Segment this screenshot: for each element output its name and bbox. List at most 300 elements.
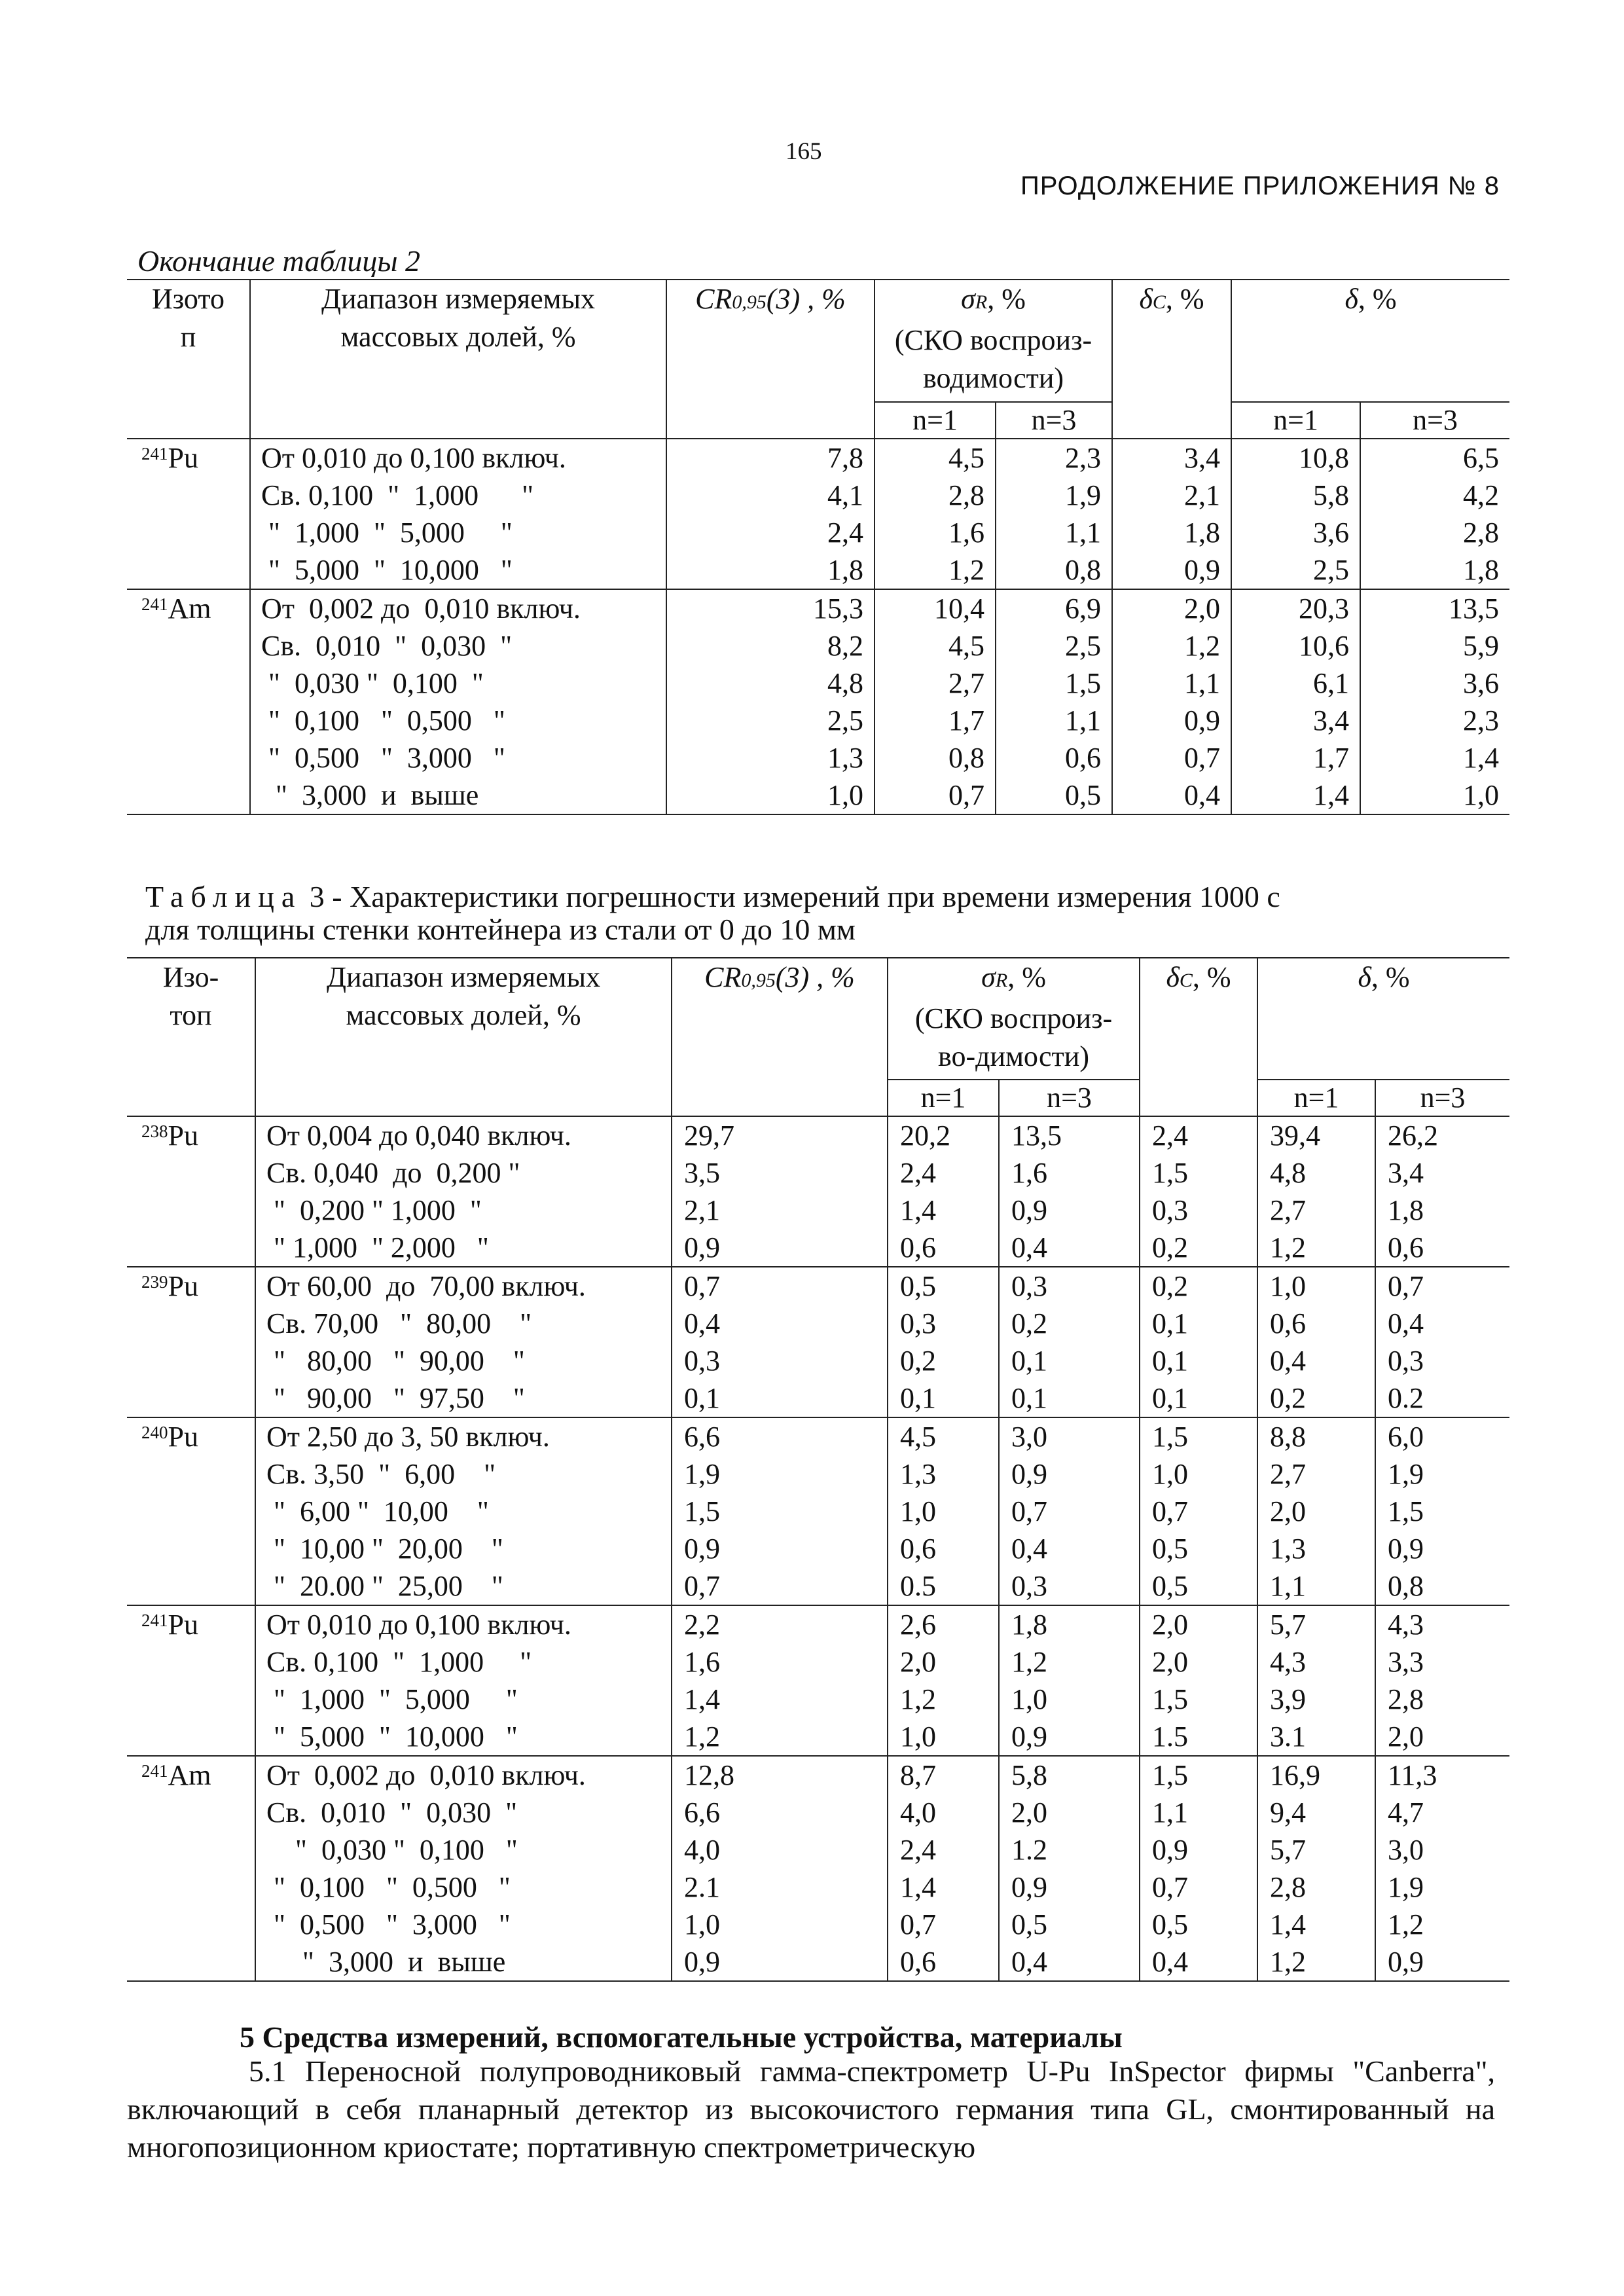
- cell-value: 5,8: [1011, 1759, 1047, 1791]
- cell-value: 1,2: [948, 554, 984, 586]
- cell-value: 1,2: [1011, 1646, 1047, 1678]
- cell-value: 0,1: [1152, 1307, 1189, 1339]
- table3-header-delta-n1: n=1: [1257, 1080, 1375, 1116]
- table2-header-deltac: δC, %: [1112, 280, 1231, 439]
- cell-value: 0,9: [684, 1533, 720, 1565]
- delta-n3-cell: [1375, 1267, 1509, 1417]
- cell-value: 1,6: [1011, 1157, 1047, 1189]
- cell-value: 0,9: [1011, 1871, 1047, 1903]
- cell-value: 1,1: [1270, 1570, 1307, 1602]
- cell-value: 1,2: [900, 1683, 936, 1715]
- cell-value: 20,2: [900, 1120, 950, 1152]
- isotope-element: Pu: [168, 442, 198, 474]
- isotope-cell: [127, 589, 250, 814]
- cell-value: 1,0: [900, 1721, 936, 1753]
- cell-value: 0,9: [1011, 1458, 1047, 1490]
- cell-value: 0,8: [1065, 554, 1102, 586]
- cell-value: 5,8: [1313, 479, 1350, 511]
- delta-n1-cell: [1231, 439, 1360, 589]
- sigma-n1-cell: [888, 1605, 999, 1756]
- cell-value: 2,8: [1463, 517, 1500, 549]
- cell-value: 2,5: [827, 704, 863, 737]
- table-row: [127, 439, 1509, 589]
- cell-value: 1,0: [1463, 779, 1500, 811]
- cell-value: 1,9: [1065, 479, 1102, 511]
- isotope-element: Pu: [168, 1421, 198, 1453]
- range-cell: [250, 589, 666, 814]
- cell-value: 4,2: [1463, 479, 1500, 511]
- range-cell: [255, 1756, 672, 1981]
- cell-value: Св. 0,100 " 1,000 ": [266, 1646, 532, 1678]
- cell-value: 4,1: [827, 479, 863, 511]
- isotope-mass-number: 241: [141, 1761, 168, 1781]
- cell-value: 1,0: [1270, 1270, 1307, 1302]
- cell-value: 0,6: [1270, 1307, 1307, 1339]
- cell-value: " 5,000 " 10,000 ": [266, 1721, 518, 1753]
- cell-value: 10,6: [1299, 630, 1350, 662]
- cell-value: 0,9: [1388, 1946, 1424, 1978]
- isotope-mass-number: 238: [141, 1121, 168, 1141]
- cell-value: 2,8: [948, 479, 984, 511]
- cell-value: 0,9: [1011, 1194, 1047, 1226]
- cell-value: 1.5: [1152, 1721, 1189, 1753]
- cell-value: 1,9: [684, 1458, 720, 1490]
- table-row: [127, 1417, 1509, 1605]
- cell-value: 6,5: [1463, 442, 1500, 474]
- cell-value: 0,2: [1152, 1231, 1189, 1264]
- cell-value: 8,8: [1270, 1421, 1307, 1453]
- cell-value: 6,0: [1388, 1421, 1424, 1453]
- cell-value: 12,8: [684, 1759, 734, 1791]
- cell-value: 1,4: [1463, 742, 1500, 774]
- cell-value: От 0,002 до 0,010 включ.: [261, 592, 581, 625]
- table2-header: [127, 280, 1509, 439]
- range-cell: [255, 1116, 672, 1267]
- cell-value: 0,6: [900, 1231, 936, 1264]
- cell-value: 0,2: [900, 1345, 936, 1377]
- cell-value: 3,3: [1388, 1646, 1424, 1678]
- sigma-n1-cell: [875, 439, 996, 589]
- delta-n1-cell: [1257, 1417, 1375, 1605]
- cell-value: 2,0: [1388, 1721, 1424, 1753]
- cell-value: 29,7: [684, 1120, 734, 1152]
- cell-value: 2,0: [1011, 1796, 1047, 1829]
- delta-n3-cell: [1375, 1756, 1509, 1981]
- cell-value: 0,7: [948, 779, 984, 811]
- cell-value: 2,0: [900, 1646, 936, 1678]
- cell-value: 4,0: [684, 1834, 720, 1866]
- cell-value: 0,7: [684, 1570, 720, 1602]
- isotope-element: Am: [168, 1759, 211, 1791]
- cell-value: 6,1: [1313, 667, 1350, 699]
- cell-value: 4,8: [1270, 1157, 1307, 1189]
- cell-value: 1,4: [900, 1194, 936, 1226]
- cell-value: 2.1: [684, 1871, 720, 1903]
- cell-value: 0,2: [1270, 1382, 1307, 1414]
- cell-value: 0,5: [1152, 1533, 1189, 1565]
- cell-value: 15,3: [813, 592, 863, 625]
- cell-value: 0.2: [1388, 1382, 1424, 1414]
- cell-value: 4,8: [827, 667, 863, 699]
- table-row: [127, 1605, 1509, 1756]
- cell-value: 1,9: [1388, 1871, 1424, 1903]
- cell-value: От 2,50 до 3, 50 включ.: [266, 1421, 550, 1453]
- cell-value: 0,9: [1184, 704, 1221, 737]
- isotope-cell: [127, 1605, 255, 1756]
- isotope-cell: [127, 1756, 255, 1981]
- cell-value: 2,2: [684, 1609, 720, 1641]
- table2-header-delta: δ, %: [1231, 280, 1509, 402]
- cell-value: 4,5: [948, 630, 984, 662]
- cell-value: 0,5: [1065, 779, 1102, 811]
- cell-value: 0,6: [900, 1946, 936, 1978]
- cell-value: 0,6: [1388, 1231, 1424, 1264]
- cell-value: " 0,200 " 1,000 ": [266, 1194, 482, 1226]
- cell-value: 2,0: [1152, 1646, 1189, 1678]
- cr-cell: [672, 1605, 888, 1756]
- cell-value: 8,2: [827, 630, 863, 662]
- delta-n3-cell: [1360, 439, 1509, 589]
- cell-value: 1,0: [900, 1495, 936, 1527]
- cell-value: 1,0: [827, 779, 863, 811]
- sigma-n1-cell: [888, 1116, 999, 1267]
- cell-value: 1,1: [1152, 1796, 1189, 1829]
- cell-value: 4,5: [948, 442, 984, 474]
- isotope-element: Am: [168, 592, 211, 625]
- table2-header-sigma-n3: n=3: [996, 402, 1112, 439]
- deltac-cell: [1140, 1605, 1257, 1756]
- cell-value: 1,4: [900, 1871, 936, 1903]
- sigma-n1-cell: [888, 1267, 999, 1417]
- cell-value: 0,1: [684, 1382, 720, 1414]
- cell-value: 1,2: [1184, 630, 1221, 662]
- deltac-cell: [1140, 1267, 1257, 1417]
- cell-value: " 0,500 " 3,000 ": [266, 1908, 511, 1941]
- cell-value: 2,7: [1270, 1194, 1307, 1226]
- range-cell: [255, 1267, 672, 1417]
- deltac-cell: [1140, 1756, 1257, 1981]
- isotope-cell: [127, 439, 250, 589]
- cell-value: 6,9: [1065, 592, 1102, 625]
- isotope-mass-number: 241: [141, 1611, 168, 1630]
- cell-value: 1,4: [1270, 1908, 1307, 1941]
- cell-value: " 0,030 " 0,100 ": [261, 667, 484, 699]
- cell-value: 2,4: [827, 517, 863, 549]
- cell-value: 2,0: [1184, 592, 1221, 625]
- table3-header-deltac: δC, %: [1140, 958, 1257, 1116]
- cell-value: 2,8: [1270, 1871, 1307, 1903]
- isotope-mass-number: 240: [141, 1423, 168, 1442]
- cell-value: 7,8: [827, 442, 863, 474]
- cell-value: 3,9: [1270, 1683, 1307, 1715]
- cell-value: 0,8: [948, 742, 984, 774]
- cell-value: 1,8: [1184, 517, 1221, 549]
- cell-value: 4,5: [900, 1421, 936, 1453]
- cell-value: 5,7: [1270, 1609, 1307, 1641]
- cell-value: 3,6: [1463, 667, 1500, 699]
- cell-value: 1,5: [1152, 1157, 1189, 1189]
- cell-value: 3.1: [1270, 1721, 1307, 1753]
- cell-value: 2,3: [1065, 442, 1102, 474]
- cell-value: 3,6: [1313, 517, 1350, 549]
- range-cell: [255, 1605, 672, 1756]
- isotope-cell: [127, 1417, 255, 1605]
- cell-value: 0,8: [1388, 1570, 1424, 1602]
- cell-value: 0,6: [900, 1533, 936, 1565]
- table2-header-isotope: Изото п: [127, 280, 250, 439]
- sigma-n1-cell: [888, 1756, 999, 1981]
- table2-body: [127, 439, 1509, 814]
- delta-n1-cell: [1257, 1605, 1375, 1756]
- isotope-cell: [127, 1116, 255, 1267]
- cell-value: 13,5: [1449, 592, 1500, 625]
- cell-value: 2,1: [1184, 479, 1221, 511]
- cell-value: 0.5: [900, 1570, 936, 1602]
- delta-n1-cell: [1257, 1116, 1375, 1267]
- cell-value: 20,3: [1299, 592, 1350, 625]
- cell-value: 2,1: [684, 1194, 720, 1226]
- cell-value: " 0,100 " 0,500 ": [266, 1871, 511, 1903]
- cell-value: 1,2: [1270, 1231, 1307, 1264]
- cell-value: 0,7: [1152, 1871, 1189, 1903]
- cell-value: " 0,030 " 0,100 ": [266, 1834, 518, 1866]
- table3-caption-line2: для толщины стенки контейнера из стали от 0 до 10 мм: [145, 913, 856, 946]
- cell-value: 1,3: [1270, 1533, 1307, 1565]
- table3-caption: [145, 881, 1520, 946]
- table2-header-sigma: σR, % (СКО воспроиз- водимости): [875, 280, 1112, 402]
- table3-caption-title: 3 - Характеристики погрешности измерений при времени измерения 1000 с: [302, 880, 1280, 913]
- cell-value: 0,3: [900, 1307, 936, 1339]
- cell-value: 3,0: [1388, 1834, 1424, 1866]
- cell-value: 1,5: [1152, 1759, 1189, 1791]
- cell-value: 0,6: [1065, 742, 1102, 774]
- table-row: [127, 1756, 1509, 1981]
- table2-header-sigma-n1: n=1: [875, 402, 996, 439]
- cell-value: От 0,002 до 0,010 включ.: [266, 1759, 586, 1791]
- cell-value: 0,4: [1270, 1345, 1307, 1377]
- sigma-n3-cell: [999, 1756, 1140, 1981]
- sigma-n1-cell: [875, 589, 996, 814]
- cell-value: " 0,100 " 0,500 ": [261, 704, 505, 737]
- cell-value: 0,3: [1011, 1270, 1047, 1302]
- cell-value: 0,5: [1011, 1908, 1047, 1941]
- cell-value: 3,4: [1184, 442, 1221, 474]
- sigma-n3-cell: [999, 1417, 1140, 1605]
- cell-value: 4,0: [900, 1796, 936, 1829]
- cell-value: 1,6: [684, 1646, 720, 1678]
- cell-value: " 3,000 и выше: [266, 1946, 506, 1978]
- cell-value: 1,5: [1152, 1421, 1189, 1453]
- cell-value: 39,4: [1270, 1120, 1321, 1152]
- table3-header-sigma-n3: n=3: [999, 1080, 1140, 1116]
- cell-value: 0,4: [1388, 1307, 1424, 1339]
- cell-value: 0,5: [1152, 1908, 1189, 1941]
- cell-value: 0,9: [684, 1946, 720, 1978]
- cell-value: 1,8: [827, 554, 863, 586]
- cell-value: 0,7: [1184, 742, 1221, 774]
- cell-value: 1,5: [1388, 1495, 1424, 1527]
- deltac-cell: [1140, 1116, 1257, 1267]
- cell-value: 3,5: [684, 1157, 720, 1189]
- cell-value: " 1,000 " 2,000 ": [266, 1231, 489, 1264]
- table2-header-delta-n1: n=1: [1231, 402, 1360, 439]
- table3-header-range: Диапазон измеряемых массовых долей, %: [255, 958, 672, 1116]
- cell-value: 0,9: [1011, 1721, 1047, 1753]
- cell-value: 2,7: [948, 667, 984, 699]
- cell-value: От 0,004 до 0,040 включ.: [266, 1120, 571, 1152]
- cell-value: 6,6: [684, 1421, 720, 1453]
- cell-value: 0,1: [1152, 1382, 1189, 1414]
- table3-header-delta: δ, %: [1257, 958, 1509, 1080]
- isotope-mass-number: 241: [141, 594, 168, 614]
- sigma-n3-cell: [996, 589, 1112, 814]
- table2-header-cr: CR0,95(3) , %: [666, 280, 875, 439]
- cell-value: " 20.00 " 25,00 ": [266, 1570, 503, 1602]
- cr-cell: [672, 1267, 888, 1417]
- cell-value: " 3,000 и выше: [261, 779, 479, 811]
- cell-value: " 80,00 " 90,00 ": [266, 1345, 525, 1377]
- cell-value: 2,8: [1388, 1683, 1424, 1715]
- appendix-title: ПРОДОЛЖЕНИЕ ПРИЛОЖЕНИЯ № 8: [1020, 172, 1500, 200]
- cell-value: 1,0: [1152, 1458, 1189, 1490]
- cell-value: 1,7: [948, 704, 984, 737]
- cell-value: 16,9: [1270, 1759, 1321, 1791]
- cr-cell: [666, 589, 875, 814]
- cell-value: 0,9: [1152, 1834, 1189, 1866]
- cell-value: 0,1: [1011, 1382, 1047, 1414]
- delta-n1-cell: [1257, 1267, 1375, 1417]
- cell-value: 2,4: [1152, 1120, 1189, 1152]
- cell-value: 0,7: [1152, 1495, 1189, 1527]
- cell-value: 0,9: [1184, 554, 1221, 586]
- cell-value: 0,5: [900, 1270, 936, 1302]
- isotope-element: Pu: [168, 1120, 198, 1152]
- table3-header-sigma-n1: n=1: [888, 1080, 999, 1116]
- cell-value: 0,1: [1152, 1345, 1189, 1377]
- delta-n1-cell: [1231, 589, 1360, 814]
- cell-value: 3,0: [1011, 1421, 1047, 1453]
- cell-value: Св. 70,00 " 80,00 ": [266, 1307, 532, 1339]
- cell-value: От 0,010 до 0,100 включ.: [261, 442, 566, 474]
- cr-cell: [672, 1116, 888, 1267]
- table3-header-isotope: Изо- топ: [127, 958, 255, 1116]
- cell-value: 2,0: [1152, 1609, 1189, 1641]
- delta-n3-cell: [1375, 1605, 1509, 1756]
- cell-value: 1,2: [684, 1721, 720, 1753]
- isotope-element: Pu: [168, 1609, 198, 1641]
- cell-value: 0,7: [684, 1270, 720, 1302]
- cell-value: 26,2: [1388, 1120, 1439, 1152]
- deltac-cell: [1112, 439, 1231, 589]
- table3-header-delta-n3: n=3: [1375, 1080, 1509, 1116]
- cell-value: 0,4: [1011, 1533, 1047, 1565]
- cell-value: 1,3: [827, 742, 863, 774]
- cr-cell: [666, 439, 875, 589]
- cell-value: 1,5: [1065, 667, 1102, 699]
- sigma-n3-cell: [999, 1267, 1140, 1417]
- deltac-cell: [1140, 1417, 1257, 1605]
- cell-value: 2,4: [900, 1157, 936, 1189]
- cell-value: 0,4: [1011, 1231, 1047, 1264]
- cell-value: От 60,00 до 70,00 включ.: [266, 1270, 586, 1302]
- cell-value: " 0,500 " 3,000 ": [261, 742, 505, 774]
- cell-value: 1,2: [1270, 1946, 1307, 1978]
- cr-cell: [672, 1417, 888, 1605]
- cell-value: 0,7: [1011, 1495, 1047, 1527]
- cell-value: 1,2: [1388, 1908, 1424, 1941]
- cell-value: 10,4: [934, 592, 984, 625]
- cell-value: 2,4: [900, 1834, 936, 1866]
- cell-value: 1,0: [684, 1908, 720, 1941]
- table2: [127, 279, 1509, 815]
- delta-n1-cell: [1257, 1756, 1375, 1981]
- cell-value: 1,8: [1388, 1194, 1424, 1226]
- cell-value: 0,9: [1388, 1533, 1424, 1565]
- cell-value: 1.2: [1011, 1834, 1047, 1866]
- cell-value: 0,4: [684, 1307, 720, 1339]
- cell-value: 1,4: [684, 1683, 720, 1715]
- cell-value: " 5,000 " 10,000 ": [261, 554, 513, 586]
- cell-value: 2,7: [1270, 1458, 1307, 1490]
- cell-value: От 0,010 до 0,100 включ.: [266, 1609, 571, 1641]
- cell-value: 0,1: [900, 1382, 936, 1414]
- cell-value: 0,9: [684, 1231, 720, 1264]
- table3-header: [127, 958, 1509, 1116]
- cell-value: " 1,000 " 5,000 ": [266, 1683, 518, 1715]
- cell-value: 0,2: [1011, 1307, 1047, 1339]
- cell-value: 3,4: [1313, 704, 1350, 737]
- table-row: [127, 589, 1509, 814]
- cell-value: 5,7: [1270, 1834, 1307, 1866]
- cell-value: 0,3: [684, 1345, 720, 1377]
- cr-cell: [672, 1756, 888, 1981]
- isotope-cell: [127, 1267, 255, 1417]
- cell-value: Св. 0,010 " 0,030 ": [261, 630, 513, 662]
- cell-value: Св. 0,040 до 0,200 ": [266, 1157, 520, 1189]
- cell-value: 2,3: [1463, 704, 1500, 737]
- cell-value: 2,0: [1270, 1495, 1307, 1527]
- cell-value: 0,4: [1011, 1946, 1047, 1978]
- cell-value: 3,4: [1388, 1157, 1424, 1189]
- cell-value: 0,2: [1152, 1270, 1189, 1302]
- cell-value: 9,4: [1270, 1796, 1307, 1829]
- isotope-element: Pu: [168, 1270, 198, 1302]
- cell-value: 8,7: [900, 1759, 936, 1791]
- table2-caption: Окончание таблицы 2: [137, 244, 420, 278]
- cell-value: 5,9: [1463, 630, 1500, 662]
- cell-value: 1,8: [1011, 1609, 1047, 1641]
- table3-body: [127, 1116, 1509, 1981]
- cell-value: 6,6: [684, 1796, 720, 1829]
- range-cell: [255, 1417, 672, 1605]
- cell-value: 1,1: [1065, 517, 1102, 549]
- cell-value: Св. 3,50 " 6,00 ": [266, 1458, 496, 1490]
- cell-value: 0,4: [1184, 779, 1221, 811]
- cell-value: Св. 0,100 " 1,000 ": [261, 479, 534, 511]
- delta-n3-cell: [1360, 589, 1509, 814]
- cell-value: 0,7: [1388, 1270, 1424, 1302]
- cell-value: 2,6: [900, 1609, 936, 1641]
- cell-value: 1,4: [1313, 779, 1350, 811]
- table3-header-sigma: σR, % (СКО воспроиз- во-димости): [888, 958, 1140, 1080]
- sigma-n3-cell: [999, 1605, 1140, 1756]
- cell-value: 1,9: [1388, 1458, 1424, 1490]
- section5-heading: 5 Средства измерений, вспомогательные устройства, материалы: [240, 2020, 1123, 2054]
- isotope-mass-number: 239: [141, 1272, 168, 1292]
- cell-value: 1,5: [1152, 1683, 1189, 1715]
- deltac-cell: [1112, 589, 1231, 814]
- table2-header-range: Диапазон измеряемых массовых долей, %: [250, 280, 666, 439]
